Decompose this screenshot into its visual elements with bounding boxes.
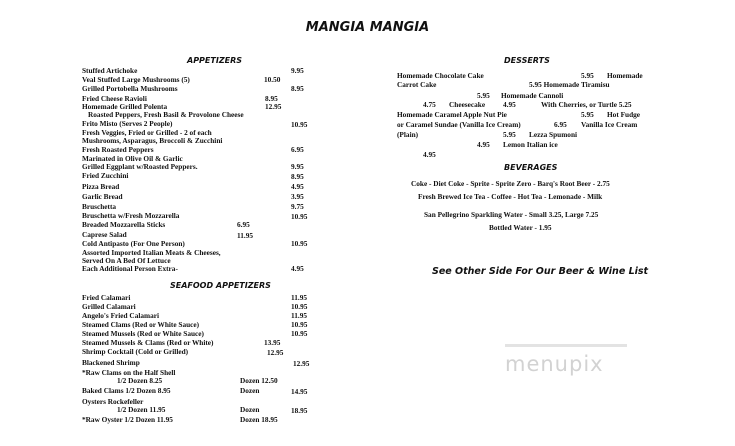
menu-item-price: 8.95 xyxy=(265,94,278,103)
menu-item-price: 6.95 xyxy=(237,220,250,229)
dessert-price: 4.95 xyxy=(503,100,516,109)
menu-item-price: 8.95 xyxy=(291,84,304,93)
menu-item-name: Each Additional Person Extra- xyxy=(82,264,178,273)
menu-item-price: 12.95 xyxy=(265,102,282,111)
menu-item-name: Grilled Calamari xyxy=(82,302,136,311)
dessert-price: 5.95 xyxy=(503,130,516,139)
menu-item-price: 12.95 xyxy=(293,359,310,368)
menupix-watermark: menupix xyxy=(505,352,604,376)
dessert-price: 5.95 xyxy=(477,91,490,100)
dessert-line: Homemade xyxy=(607,71,643,80)
menu-item-price: 10.95 xyxy=(291,212,308,221)
dessert-price: 5.95 xyxy=(581,110,594,119)
dessert-line: With Cherries, or Turtle 5.25 xyxy=(541,100,632,109)
menu-item-price: 18.95 xyxy=(291,406,308,415)
menu-item-price: 10.95 xyxy=(291,329,308,338)
menu-item-name: Fried Cheese Ravioli xyxy=(82,94,147,103)
menu-item-name: Cold Antipasto (For One Person) xyxy=(82,239,185,248)
dessert-line: Hot Fudge xyxy=(607,110,641,119)
menu-item-price: 11.95 xyxy=(291,311,308,320)
menu-item-name: Fried Zucchini xyxy=(82,171,129,180)
menu-item-price: 6.95 xyxy=(291,145,304,154)
menu-item-name: Grilled Portobella Mushrooms xyxy=(82,84,178,93)
dessert-price: 5.95 xyxy=(581,71,594,80)
menu-item-price: Dozen 12.50 xyxy=(240,376,278,385)
beverage-line: San Pellegrino Sparkling Water - Small 3.25, Large 7.25 xyxy=(424,210,599,219)
dessert-line: Cheesecake xyxy=(449,100,486,109)
seafood-heading: SEAFOOD APPETIZERS xyxy=(170,281,271,290)
menu-item-price: 8.95 xyxy=(291,172,304,181)
menu-item-name: Bruschetta xyxy=(82,202,117,211)
menu-item-name: Baked Clams 1/2 Dozen 8.95 xyxy=(82,386,171,395)
menu-item-price: 10.95 xyxy=(291,302,308,311)
menu-title: MANGIA MANGIA xyxy=(305,20,430,35)
beverage-line: Fresh Brewed Ice Tea - Coffee - Hot Tea - Lemonade - Milk xyxy=(418,192,603,201)
menu-item-name: Steamed Mussels & Clams (Red or White) xyxy=(82,338,214,347)
menu-item-name: Stuffed Artichoke xyxy=(82,66,138,75)
menu-item-desc: Mushrooms, Asparagus, Broccoli & Zucchini xyxy=(82,136,223,145)
dessert-line: or Caramel Sundae (Vanilla Ice Cream) xyxy=(397,120,521,129)
menu-item-name: Steamed Clams (Red or White Sauce) xyxy=(82,320,200,329)
menu-item-name: Shrimp Cocktail (Cold or Grilled) xyxy=(82,347,189,356)
menu-item-name: Fresh Roasted Peppers xyxy=(82,145,154,154)
menu-item-price: 4.95 xyxy=(291,264,304,273)
dessert-line: (Plain) xyxy=(397,130,419,139)
menu-item-name: Blackened Shrimp xyxy=(82,358,140,367)
menu-item-price: 10.95 xyxy=(291,120,308,129)
menu-item-name: Homemade Grilled Polenta xyxy=(82,102,168,111)
menu-item-price: 12.95 xyxy=(267,348,284,357)
menu-item-price: 1/2 Dozen 11.95 xyxy=(117,405,166,414)
menu-item-desc: Served On A Bed Of Lettuce xyxy=(82,256,171,265)
watermark-bar xyxy=(505,344,627,347)
menu-item-desc: Fresh Veggies, Fried or Grilled - 2 of each xyxy=(82,128,212,137)
dessert-price: 6.95 xyxy=(554,120,567,129)
menu-item-name: Steamed Mussels (Red or White Sauce) xyxy=(82,329,204,338)
menu-item-name: Pizza Bread xyxy=(82,182,120,191)
dessert-line: Vanilla Ice Cream xyxy=(581,120,638,129)
menu-item-price: 9.95 xyxy=(291,66,304,75)
menu-item-price: Dozen xyxy=(240,386,260,395)
menu-item-price: 3.95 xyxy=(291,192,304,201)
dessert-line: Homemade Cannoli xyxy=(501,91,564,100)
menu-item-price: 9.95 xyxy=(291,162,304,171)
menu-item-price: 13.95 xyxy=(264,338,281,347)
dessert-price: 4.75 xyxy=(423,100,436,109)
dessert-line: Lemon Italian ice xyxy=(503,140,558,149)
menu-item-desc: Marinated in Olive Oil & Garlic xyxy=(82,154,183,163)
menu-item-price: Dozen 18.95 xyxy=(240,415,278,424)
menu-item-price: 10.95 xyxy=(291,239,308,248)
menu-item-price: 11.95 xyxy=(237,231,254,240)
dessert-line: Carrot Cake xyxy=(397,80,437,89)
dessert-price: 4.95 xyxy=(477,140,490,149)
menu-item-desc: Assorted Imported Italian Meats & Cheeses, xyxy=(82,248,221,257)
menu-item-price: Dozen xyxy=(240,405,260,414)
menu-item-name: Bruschetta w/Fresh Mozzarella xyxy=(82,211,180,220)
menu-item-price: 1/2 Dozen 8.25 xyxy=(117,376,163,385)
menu-item-name: Caprese Salad xyxy=(82,230,127,239)
menu-item-desc: Roasted Peppers, Fresh Basil & Provolone Cheese xyxy=(88,110,244,119)
menu-item-name: Fried Calamari xyxy=(82,293,131,302)
menu-item-name: Veal Stuffed Large Mushrooms (5) xyxy=(82,75,190,84)
menu-item-price: 10.95 xyxy=(291,320,308,329)
menu-item-name: Garlic Bread xyxy=(82,192,123,201)
appetizers-heading: APPETIZERS xyxy=(187,56,243,65)
menu-item-price: 11.95 xyxy=(291,293,308,302)
menu-item-name: Oysters Rockefeller xyxy=(82,397,144,406)
menu-item-name: Breaded Mozzarella Sticks xyxy=(82,220,166,229)
menu-item-name: Angelo's Fried Calamari xyxy=(82,311,160,320)
menu-item-price: 10.50 xyxy=(264,75,281,84)
menu-item-price: 14.95 xyxy=(291,387,308,396)
dessert-line: Homemade Caramel Apple Nut Pie xyxy=(397,110,507,119)
beverages-heading: BEVERAGES xyxy=(504,163,558,172)
menu-item-name: *Raw Clams on the Half Shell xyxy=(82,368,176,377)
menu-item-name: Grilled Eggplant w/Roasted Peppers. xyxy=(82,162,198,171)
beverage-line: Coke - Diet Coke - Sprite - Sprite Zero - Barq's Root Beer - 2.75 xyxy=(411,179,610,188)
desserts-heading: DESSERTS xyxy=(504,56,550,65)
dessert-line: 5.95 Homemade Tiramisu xyxy=(529,80,610,89)
menu-item-name: Frito Misto (Serves 2 People) xyxy=(82,119,173,128)
menu-item-price: 4.95 xyxy=(291,182,304,191)
menu-item-name: *Raw Oyster 1/2 Dozen 11.95 xyxy=(82,415,173,424)
dessert-price: 4.95 xyxy=(423,150,436,159)
beverage-line: Bottled Water - 1.95 xyxy=(489,223,552,232)
beer-wine-note: See Other Side For Our Beer & Wine List xyxy=(432,266,649,277)
dessert-line: Lezza Spumoni xyxy=(529,130,578,139)
dessert-line: Homemade Chocolate Cake xyxy=(397,71,484,80)
menu-item-price: 9.75 xyxy=(291,202,304,211)
